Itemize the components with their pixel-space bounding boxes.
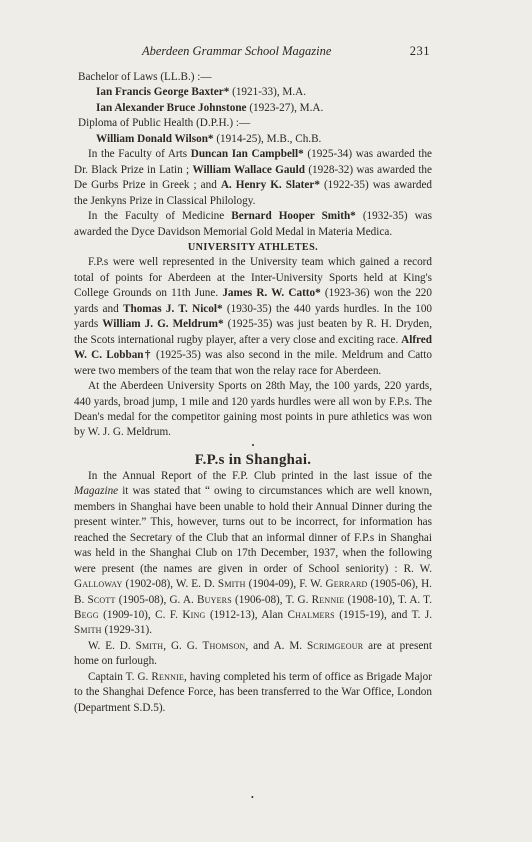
rennie-paragraph: Captain T. G. Rennie, having completed his term of office as Brigade Major to the Shanghai Defence Force, has been transferred to the War Office, London (Department S.D.5). (74, 670, 432, 714)
dph-label: Diploma of Public Health (D.P.H.) :— (78, 117, 251, 130)
section-ornament: • (251, 440, 255, 450)
athletes-paragraph: F.P.s were well represented in the University team which gained a record total of points for Aberdeen at the Inter-University Sports held at King's College Grounds on 11th June. James R. W. Catto* (1923-36) won the 220 yards and Thomas J. T. Nicol* (1930-35) the 440 yards hurdles. In the 100 yards William J. G. Meldrum* (1925-35) was just beaten by R. H. Dryden, the Scots international rugby player, after a very close and exciting race. Alfred W. C. Lobban† (1925-35) was also second in the mile. Meldrum and Catto were two members of the team that won the relay race for Aberdeen. (74, 256, 433, 377)
running-title: Aberdeen Grammar School Magazine (142, 44, 332, 58)
graduate-line: Ian Alexander Bruce Johnstone (1923-27), M.A. (96, 101, 324, 114)
athletes-heading: UNIVERSITY ATHLETES. (187, 241, 319, 253)
university-sports-paragraph: At the Aberdeen University Sports on 28th May, the 100 yards, 220 yards, 440 yards, broad jump, 1 mile and 120 yards hurdles were all won by F.P.s. The Dean's medal for the competitor gaining most points in pure athletics was won by W. J. G. Meldrum. (74, 380, 432, 439)
graduate-line: William Donald Wilson* (1914-25), M.B., Ch.B. (96, 132, 322, 145)
llb-label: Bachelor of Laws (LL.B.) :— (78, 71, 212, 83)
arts-paragraph: In the Faculty of Arts Duncan Ian Campbell* (1925-34) was awarded the Dr. Black Prize in Latin ; William Wallace Gauld (1928-32) was awarded the De Gurbs Prize in Greek ; and A. Henry K. Slater* (1922-35) was awarded the Jenkyns Prize in Classical Philology. (74, 148, 433, 207)
shanghai-paragraph: In the Annual Report of the F.P. Club printed in the last issue of the Magazine it was stated that “ owing to circumstances which are well known, members in Shanghai have been unable to hold their Annual Dinner during the present winter.” This, however, turns out to be incorrect, for information has reached the Secretary of the Club that an informal dinner of F.P.s in Shanghai was held in the Shanghai Club on 17th December, 1937, when the following were present (the names are given in order of School seniority) : R. W. Galloway (1902-08), W. E. D. Smith (1904-09), F. W. Gerrard (1905-06), H. B. Scott (1905-08), G. A. Buyers (1906-08), T. G. Rennie (1908-10), T. A. T. Begg (1909-10), C. F. King (1912-13), Alan Chalmers (1915-19), and T. J. Smith (1929-31). (74, 469, 432, 637)
medicine-paragraph: In the Faculty of Medicine Bernard Hooper Smith* (1932-35) was awarded the Dyce Davidson Memorial Gold Medal in Materia Medica. (74, 210, 432, 238)
footer-ornament: • (251, 793, 254, 802)
shanghai-heading: F.P.s in Shanghai. (194, 451, 312, 468)
page-number: 231 (409, 44, 430, 58)
page-header (76, 44, 430, 59)
article-body (74, 70, 432, 716)
furlough-paragraph: W. E. D. Smith, G. G. Thomson, and A. M. Scrimgeour are at present home on furlough. (74, 639, 432, 668)
graduate-line: Ian Francis George Baxter* (1921-33), M.A. (96, 86, 307, 99)
